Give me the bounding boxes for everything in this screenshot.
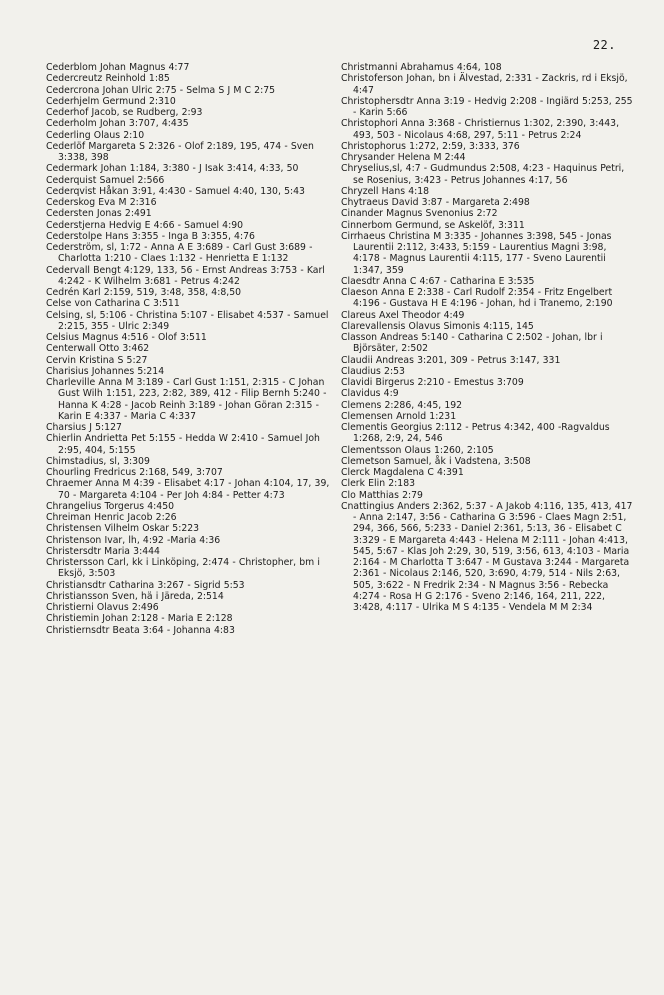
index-entry: Cervin Kristina S 5:27 bbox=[46, 354, 148, 366]
index-entry: Clavidi Birgerus 2:210 - Emestus 3:709 bbox=[341, 377, 524, 388]
index-entry: Chraemer Anna M 4:39 - Elisabet 4:17 - Johan 4:104, 17, 39, 70 - Margareta 4:104 - Per Joh 4:84 - Petter 4:73 bbox=[46, 478, 330, 501]
index-entry: Christiemin Johan 2:128 - Maria E 2:128 bbox=[46, 613, 233, 625]
index-entry: Clarevallensis Olavus Simonis 4:115, 145 bbox=[341, 320, 534, 332]
index-entry: Clerk Elin 2:183 bbox=[341, 478, 416, 490]
index-entry: Cedersten Jonas 2:491 bbox=[46, 208, 152, 220]
index-entry: Cedervall Bengt 4:129, 133, 56 - Ernst Andreas 3:753 - Karl 4:242 - K Wilhelm 3:681 - Petrus 4:242 bbox=[46, 264, 325, 287]
index-entry: Christophori Anna 3:368 - Christiernus 1:302, 2:390, 3:443, 493, 503 - Nicolaus 4:68, 297, 5:11 - Petrus 2:24 bbox=[341, 118, 620, 141]
index-entry: Christersson Carl, kk i Linköping, 2:474 - Christopher, bm i Eksjö, 3:503 bbox=[46, 557, 320, 580]
index-entry: Christierni Olavus 2:496 bbox=[46, 602, 159, 613]
index-entry: Clavidus 4:9 bbox=[341, 388, 399, 400]
index-column-right bbox=[341, 62, 633, 613]
index-entry: Cinander Magnus Svenonius 2:72 bbox=[341, 208, 498, 220]
index-entry: Chrysander Helena M 2:44 bbox=[341, 152, 466, 163]
index-entry: Cinnerbom Germund, se Askelöf, 3:311 bbox=[341, 219, 525, 231]
index-entry: Cederhof Jacob, se Rudberg, 2:93 bbox=[46, 107, 203, 118]
index-entry: Cedercreutz Reinhold 1:85 bbox=[46, 73, 170, 85]
index-entry: Claesdtr Anna C 4:67 - Catharina E 3:535 bbox=[341, 275, 535, 287]
index-entry: Christenson Ivar, lh, 4:92 -Maria 4:36 bbox=[46, 534, 221, 546]
index-entry: Chrangelius Torgerus 4:450 bbox=[46, 500, 175, 512]
index-entry: Christensen Vilhelm Oskar 5:223 bbox=[46, 523, 200, 535]
index-entry: Chryselius,sl, 4:7 - Gudmundus 2:508, 4:23 - Haquinus Petri, se Rosenius, 3:423 - Petrus Johannes 4:17, 56 bbox=[341, 163, 625, 186]
index-entry: Chytraeus David 3:87 - Margareta 2:498 bbox=[341, 197, 530, 208]
index-entry: Chierlin Andrietta Pet 5:155 - Hedda W 2:410 - Samuel Joh 2:95, 404, 5:155 bbox=[46, 433, 320, 456]
index-entry: Clemens 2:286, 4:45, 192 bbox=[341, 399, 463, 411]
index-entry: Centerwall Otto 3:462 bbox=[46, 343, 150, 355]
index-entry: Clemensen Arnold 1:231 bbox=[341, 410, 457, 422]
index-entry: Celsius Magnus 4:516 - Olof 3:511 bbox=[46, 332, 207, 343]
index-entry: Charisius Johannes 5:214 bbox=[46, 365, 165, 377]
index-entry: Claeson Anna E 2:338 - Carl Rudolf 2:354 - Fritz Engelbert 4:196 - Gustava H E 4:196 - Johan, hd i Tranemo, 2:190 bbox=[341, 287, 613, 310]
index-entry: Christiansson Sven, hä i Järeda, 2:514 bbox=[46, 590, 224, 602]
index-entry: Clemetson Samuel, åk i Vadstena, 3:508 bbox=[341, 455, 531, 467]
index-entry: Cedercrona Johan Ulric 2:75 - Selma S J M C 2:75 bbox=[46, 84, 276, 96]
index-entry: Christmanni Abrahamus 4:64, 108 bbox=[341, 62, 502, 73]
index-entry: Cederquist Samuel 2:566 bbox=[46, 174, 165, 186]
index-entry: Clerck Magdalena C 4:391 bbox=[341, 467, 464, 478]
index-entry: Christiansdtr Catharina 3:267 - Sigrid 5:53 bbox=[46, 579, 245, 591]
index-entry: Cedrén Karl 2:159, 519, 3:48, 358, 4:8,50 bbox=[46, 287, 242, 298]
index-entry: Clementis Georgius 2:112 - Petrus 4:342, 400 -Ragvaldus 1:268, 2:9, 24, 546 bbox=[341, 422, 610, 445]
index-entry: Cederholm Johan 3:707, 4:435 bbox=[46, 118, 189, 130]
index-entry: Christersdtr Maria 3:444 bbox=[46, 545, 160, 557]
index-entry: Clo Matthias 2:79 bbox=[341, 489, 423, 501]
index-entry: Chimstadius, sl, 3:309 bbox=[46, 455, 150, 467]
index-entry: Cederqvist Håkan 3:91, 4:430 - Samuel 4:40, 130, 5:43 bbox=[46, 185, 305, 197]
index-entry: Cederlöf Margareta S 2:326 - Olof 2:189, 195, 474 - Sven 3:338, 398 bbox=[46, 140, 314, 163]
index-entry: Christiernsdtr Beata 3:64 - Johanna 4:83 bbox=[46, 624, 235, 636]
index-entry: Cirrhaeus Christina M 3:335 - Johannes 3:398, 545 - Jonas Laurentii 2:112, 3:433, 5:159 - Laurentius Magni 3:98, 4:178 - Magnus Laurentii 4:115, 177 - Sveno Laurentii 1:347, 359 bbox=[341, 230, 612, 276]
index-entry: Chreiman Henric Jacob 2:26 bbox=[46, 512, 177, 523]
index-entry: Cederling Olaus 2:10 bbox=[46, 129, 145, 141]
index-entry: Cnattingius Anders 2:362, 5:37 - A Jakob 4:116, 135, 413, 417 - Anna 2:147, 3:56 - Catharina G 3:596 - Claes Magn 2:51, 294, 366, 566, 5:233 - Daniel 2:361, 5:13, 36 - Elisabet C 3:329 - E Margareta 4:443 - Helena M 2:111 - Johan 4:413, 545, 5:67 - Klas Joh 2:29, 30, 519, 3:56, 613, 4:103 - Maria 2:164 - M Charlotta T 3:647 - M Gustava 3:244 - Margareta 2:361 - Nicolaus 2:146, 520, 3:690, 4:79, 514 - Nils 2:63, 505, 3:622 - N Fredrik 2:34 - N Magnus 3:56 - Rebecka 4:274 - Rosa H G 2:176 - Sveno 2:146, 164, 211, 222, 3:428, 4:117 - Ulrika M S 4:135 - Vendela M M 2:34 bbox=[341, 500, 633, 613]
index-entry: Charleville Anna M 3:189 - Carl Gust 1:151, 2:315 - C Johan Gust Wilh 1:151, 223, 2:82, 389, 412 - Filip Bernh 5:240 - Hanna K 4:28 - Jacob Reinh 3:189 - Johan Göran 2:315 - Karin E 4:337 - Maria C 4:337 bbox=[46, 377, 327, 422]
index-entry: Celsing, sl, 5:106 - Christina 5:107 - Elisabet 4:537 - Samuel 2:215, 355 - Ulric 2:349 bbox=[46, 309, 329, 332]
index-entry: Clareus Axel Theodor 4:49 bbox=[341, 309, 465, 321]
page-number: 22. bbox=[592, 38, 616, 52]
index-entry: Classon Andreas 5:140 - Catharina C 2:502 - Johan, lbr i Björsäter, 2:502 bbox=[341, 332, 603, 355]
index-entry: Chryzell Hans 4:18 bbox=[341, 185, 430, 197]
index-entry: Cedermark Johan 1:184, 3:380 - J Isak 3:414, 4:33, 50 bbox=[46, 163, 299, 175]
index-entry: Celse von Catharina C 3:511 bbox=[46, 298, 180, 310]
index-entry: Cederblom Johan Magnus 4:77 bbox=[46, 62, 190, 73]
index-entry: Cederhjelm Germund 2:310 bbox=[46, 95, 176, 107]
index-entry: Christophorus 1:272, 2:59, 3:333, 376 bbox=[341, 140, 520, 152]
index-entry: Cederskog Eva M 2:316 bbox=[46, 197, 157, 208]
index-entry: Cederstjerna Hedvig E 4:66 - Samuel 4:90 bbox=[46, 219, 244, 231]
index-entry: Claudius 2:53 bbox=[341, 365, 405, 377]
index-entry: Charsius J 5:127 bbox=[46, 422, 122, 433]
index-column-left bbox=[46, 62, 338, 636]
index-entry: Christoferson Johan, bn i Älvestad, 2:331 - Zackris, rd i Eksjö, 4:47 bbox=[341, 73, 628, 96]
index-entry: Chourling Fredricus 2:168, 549, 3:707 bbox=[46, 467, 223, 478]
index-entry: Christophersdtr Anna 3:19 - Hedvig 2:208 - Ingiärd 5:253, 255 - Karin 5:66 bbox=[341, 95, 633, 118]
index-entry: Cederström, sl, 1:72 - Anna A E 3:689 - Carl Gust 3:689 - Charlotta 1:210 - Claes 1:132 - Henrietta E 1:132 bbox=[46, 242, 313, 265]
index-entry: Clementsson Olaus 1:260, 2:105 bbox=[341, 444, 494, 456]
index-entry: Cederstolpe Hans 3:355 - Inga B 3:355, 4:76 bbox=[46, 230, 255, 242]
index-entry: Claudii Andreas 3:201, 309 - Petrus 3:147, 331 bbox=[341, 354, 561, 366]
